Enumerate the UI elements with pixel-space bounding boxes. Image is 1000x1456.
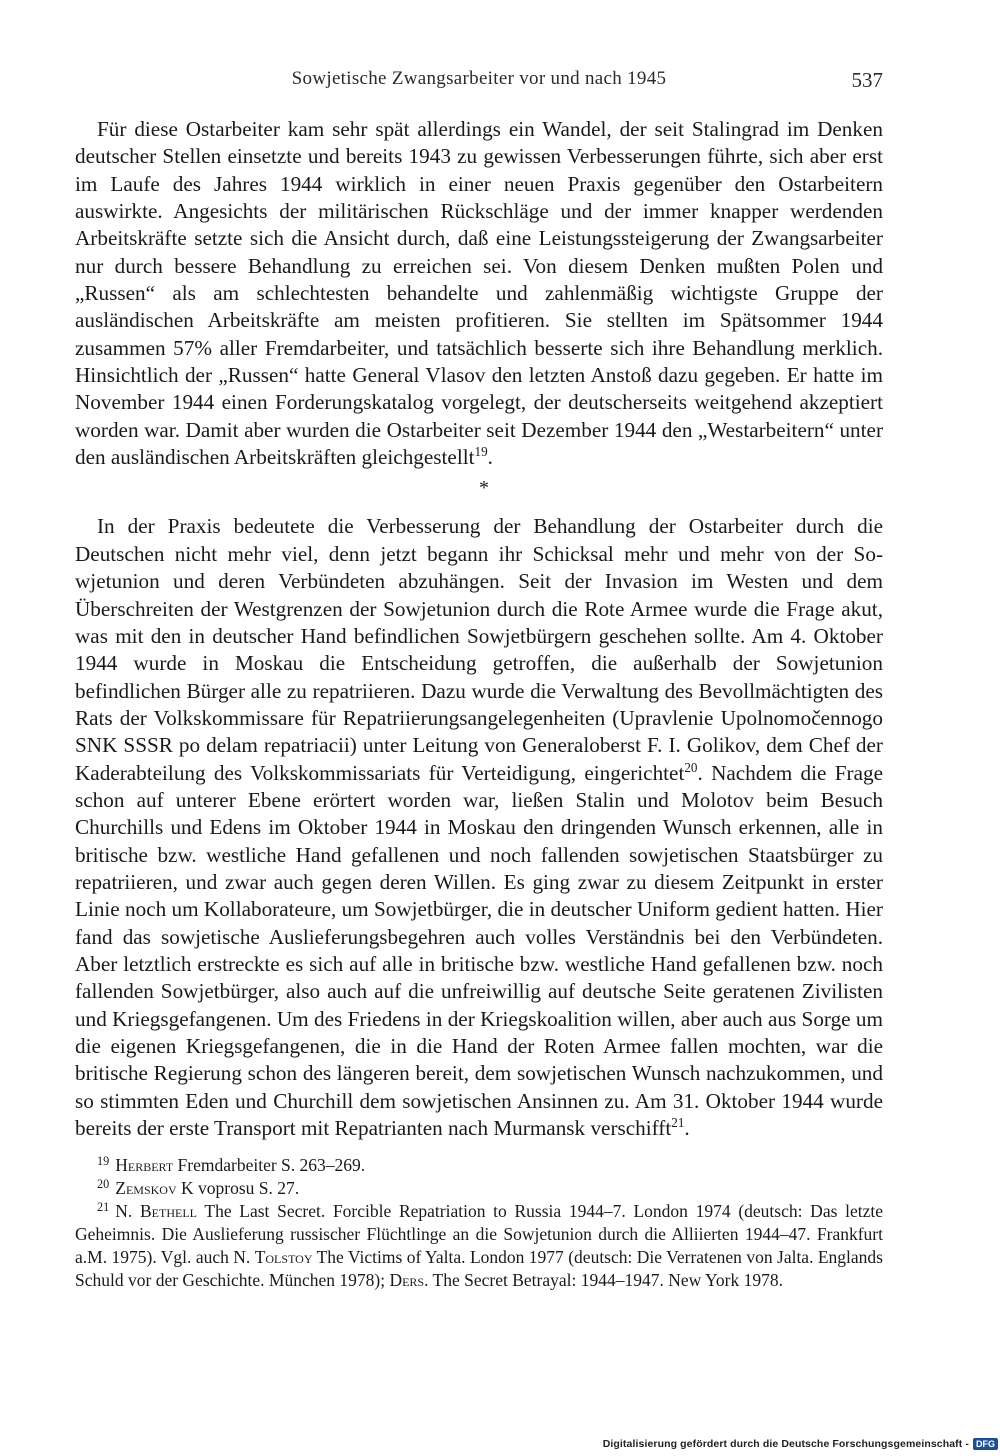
text-run: . Nachdem die Frage schon auf unterer Ebene erörtert worden war, ließen Stalin und Molotov beim Besuch Churchills und Edens im Oktober 1944 in Moskau den dringenden Wunsch erkennen, alle in britische bzw. westliche Hand gefallenen und noch fallenden sowjetischen Staatsbürger zu repatriieren, und zwar auch gegen deren Willen. Es ging zwar zu diesem Zeitpunkt in erster Linie noch um Kollaborateure, um Sowjetbürger, die in deutscher Uniform gedient hatten. Hier fand das sowjetische Auslieferungsbegehren auch volles Verständnis bei den Verbündeten. Aber letztlich erstreckte es sich auf alle in britische bzw. westliche Hand gefallenen bzw. noch fallenden Sowjetbürger, also auch auf die unfreiwillig auf deutsche Seite geratenen Zivilisten und Kriegsgefangenen. Um des Friedens in der Kriegskoalition willen, aber auch aus Sorge um die eigenen Kriegsgefangenen, die in die Hand der Roten Armee fallen mochten, war die britische Regierung schon des längeren bereit, dem sowjetischen Wunsch nachzukommen, und so stimmten Eden und Churchill dem sowjetischen Ansinnen zu. Am 31. Oktober 1944 wurde bereits der erste Transport mit Repatrianten nach Murmansk verschifft: [75, 760, 883, 1141]
paragraph: [75, 116, 883, 471]
footnote-reference: 20: [684, 759, 698, 775]
text-run: The Victims of Yalta. London 1977 (deutsch: Die Verratenen von Jalta. Englands Schuld vor der Geschichte. München 1978);: [75, 1247, 883, 1291]
footnotes: [75, 1154, 883, 1292]
running-header: [75, 68, 883, 98]
section-separator: *: [479, 477, 489, 500]
author-name: Herbert: [115, 1155, 174, 1176]
text-run: The Last Secret. Forcible Repatriation to Russia 1944–7. London 1974 (deutsch: Das letzte Geheimnis. Die Auslieferung russischer Flüchtlinge an die Sowjetunion durch die Alliierten 1944–47. Frankfurt a.M. 1975). Vgl. auch N.: [75, 1201, 884, 1268]
text-run: The Secret Betrayal: 1944–1947. New York 1978.: [428, 1270, 783, 1291]
digitization-footer: [603, 1436, 998, 1452]
footnote: [75, 1200, 883, 1292]
footnote-reference: 21: [671, 1114, 685, 1130]
footnote-number: 20: [97, 1176, 110, 1191]
text-run: .: [684, 1116, 690, 1141]
author-name: Zemskov: [115, 1178, 177, 1199]
text-run: N.: [115, 1201, 140, 1222]
digitization-note: Digitalisierung gefördert durch die Deutsche Forschungsgemeinschaft -: [602, 1438, 969, 1450]
paragraph: [75, 513, 883, 1142]
footnote-number: 21: [97, 1199, 110, 1214]
footnote-reference: 19: [474, 444, 488, 460]
text-run: In der Praxis bedeutete die Verbesserung der Behandlung der Ostarbeiter durch die Deutschen nicht mehr viel, denn jetzt begann ihr Schicksal mehr und mehr von der Sowjetunion und deren Verbündeten abzuhängen. Seit der Invasion im Westen und dem Überschreiten der Westgrenzen der Sowjetunion durch die Rote Armee wurde die Frage akut, was mit den in deutscher Hand befindlichen Sowjetbürgern geschehen sollte. Am 4. Oktober 1944 wurde in Moskau die Entscheidung getroffen, die außerhalb der Sowjetunion befindlichen Bürger alle zu repatriieren. Dazu wurde die Verwaltung des Bevollmächtigten des Rats der Volkskommissare für Repatriierungsangelegenheiten (Upravlenie Upolnomočennogo SNK SSSR po delam repatriacii) unter Leitung von Generaloberst F. I. Golikov, dem Chef der Kaderabteilung des Volkskommissariats für Verteidigung, eingerichtet: [75, 514, 883, 785]
author-name: Tolstoy: [254, 1247, 313, 1268]
footnote: [75, 1154, 883, 1177]
text-run: .: [487, 445, 493, 470]
dfg-logo: DFG: [973, 1438, 998, 1450]
running-title: Sowjetische Zwangsarbeiter vor und nach 1945: [291, 68, 667, 89]
footnote-number: 19: [97, 1153, 110, 1168]
page-number: 537: [851, 68, 883, 92]
author-name: Ders.: [389, 1270, 429, 1291]
text-run: K voprosu S. 27.: [176, 1178, 300, 1199]
footnote: [75, 1177, 883, 1200]
text-run: Für diese Ostarbeiter kam sehr spät allerdings ein Wandel, der seit Stalingrad im Denken deutscher Stellen einsetzte und bereits 1943 zu gewissen Verbesserungen führte, sich aber erst im Laufe des Jahres 1944 wirklich in einer neuen Praxis gegenüber den Ostarbeitern auswirkte. Angesichts der militärischen Rückschläge und der immer knapper werdenden Arbeitskräfte setzte sich die Ansicht durch, daß eine Leistungssteigerung der Zwangsarbeiter nur durch bessere Behandlung zu erreichen sei. Von diesem Denken mußten Polen und „Russen“ als am schlechtesten behandelte und zahlenmäßig wichtigste Gruppe der ausländischen Arbeitskräfte am meisten profitieren. Sie stellten im Spätsommer 1944 zusammen 57% aller Fremdarbeiter, und tatsächlich besserte sich ihre Behandlung merklich. Hinsichtlich der „Russen“ hatte General Vlasov den letzten Anstoß dazu gegeben. Er hatte im November 1944 einen Forderungskatalog vorgelegt, der deutscherseits weitgehend akzeptiert worden war. Damit aber wurden die Ostarbeiter seit Dezember 1944 den „Westarbeitern“ unter den ausländischen Arbeitskräften gleichgestellt: [75, 117, 883, 470]
text-run: Fremdarbeiter S. 263–269.: [173, 1155, 366, 1176]
author-name: Bethell: [139, 1201, 197, 1222]
main-text: [75, 116, 883, 1292]
